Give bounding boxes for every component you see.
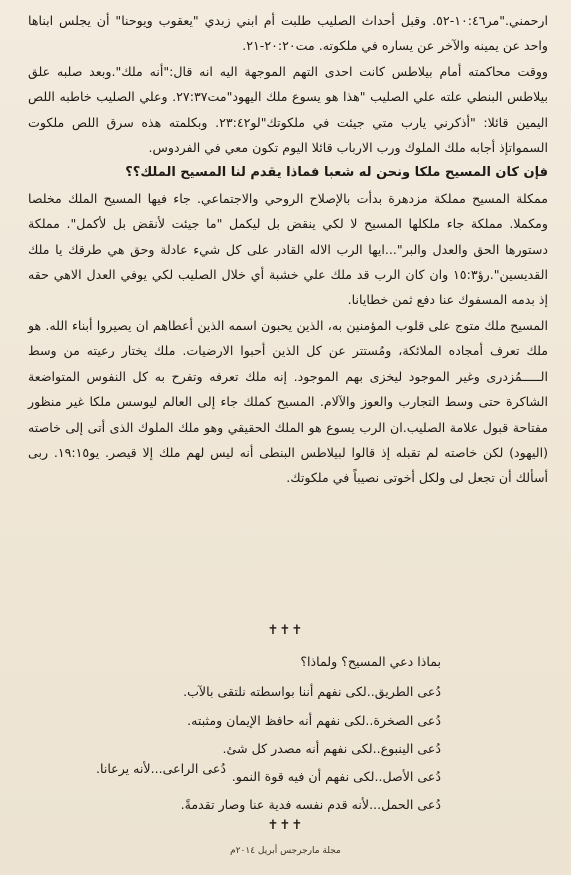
section-question: فإن كان المسيح ملكا ونحن له شعبا فماذا يقدم لنا المسيح الملك؟؟: [125, 165, 548, 181]
list-item: دُعى الصخرة..لكى نفهم أنه حافظ الإيمان ومثبته.: [187, 712, 441, 728]
article-body: [28, 8, 548, 491]
paragraph-intro: ارحمني."مر١٠:٤٦-٥٢. وقبل أحداث الصليب طلبت أم ابني زبدي "يعقوب ويوحنا" أن يجلس ابناها واحد عن يمينه والآخر عن يساره في ملكوته. مت٢٠:٢٠-٢١.: [28, 13, 548, 54]
names-of-christ-list: [61, 648, 441, 820]
list-item: دُعى الينبوع..لكى نفهم أنه مصدر كل شئ.: [222, 740, 441, 756]
crosses-divider-top: ✝✝✝: [267, 623, 304, 638]
paragraph-trial: ووقت محاكمته أمام بيلاطس كانت احدى التهم الموجهة اليه انه قال:"أنه ملك".وبعد صلبه علق بيلاطس البنطي علته علي الصليب "هذا هو يسوع ملك اليهود"مت٢٧:٣٧. وعلي الصليب خاطبه اللص اليمين قائلا: "أذكرني يارب متي جيئت في ملكوتك"لو٢٣:٤٢. وبكلمته هذه سرق اللص ملكوت السمواتإذ أجابه ملك الملوك ورب الارباب قائلا اليوم تكون معي في الفردوس.: [28, 63, 548, 156]
list-item: دُعى الأصل..لكى نفهم أن فيه قوة النمو.: [231, 769, 441, 785]
crosses-divider-bottom: ✝✝✝: [267, 818, 304, 833]
list-title: بماذا دعي المسيح؟ ولماذا؟: [300, 654, 441, 669]
paragraph-crowned-king: المسيح ملك متوج على قلوب المؤمنين به، الذين يحبون اسمه الذين أعطاهم ان يصيروا أبناء الله. هو ملك تعرف أمجاده الملائكة، ومُستتر عن كل الذين أحبوا الارضيات. ملك يختار رعيته من وسط الـــــمُزدرى وغير الموجود ليخزى بهم الموجود. إنه ملك تعرفه وتفرح به كل النفوس المتواضعة الشاكرة حتى وسط التجارب والعوز والآلام. المسيح كملك جاء إلى العالم ليوسس ملكا غير منظور مفتاحة قبول علامة الصليب.ان الرب يسوع هو الملك الحقيقي وهو ملك الملوك الذى أتى إلى خاصته (اليهود) لكن خاصته لم تقبله إذ قالوا لبيلاطس البنطى أنه ليس لهم ملك إلا قيصر. يو١٩:١٥. ربى أسألك أن تجعل لى ولكل أخوتى نصيباً في ملكوتك.: [28, 317, 549, 486]
side-note-shepherd: دُعى الراعى...لأنه يرعانا.: [96, 761, 227, 776]
list-item: دُعى الطريق..لكى نفهم أننا بواسطته نلتقى بالآب.: [183, 684, 441, 700]
paragraph-kingdom: ممكلة المسيح مملكة مزدهرة بدأت بالإصلاح الروحي والاجتماعي. جاء فيها المسيح الملك مخلصا ومكملا. مملكة جاء ملكلها المسيح لا لكي ينقض بل ليكمل "ما جيئت لأنقض بل لأكمل". مملكة دستورها الحق والعدل والبر"...ايها الرب الاله القادر على كل شيء عادلة وحق هي طرقك يا ملك القديسين".رؤ١٥:٣ وان كان الرب قد ملك علي خشبة أي خلال الصليب لكي يوفي العدل الاهي حقه إذ بدمه المسفوك عنا دفع ثمن خطايانا.: [28, 190, 548, 308]
page-footer: مجلة مارجرجس أبريل ٢٠١٤م: [230, 846, 341, 856]
list-item: دُعى الحمل...لأنه قدم نفسه فدية عنا وصار تقدمةً.: [180, 797, 441, 813]
